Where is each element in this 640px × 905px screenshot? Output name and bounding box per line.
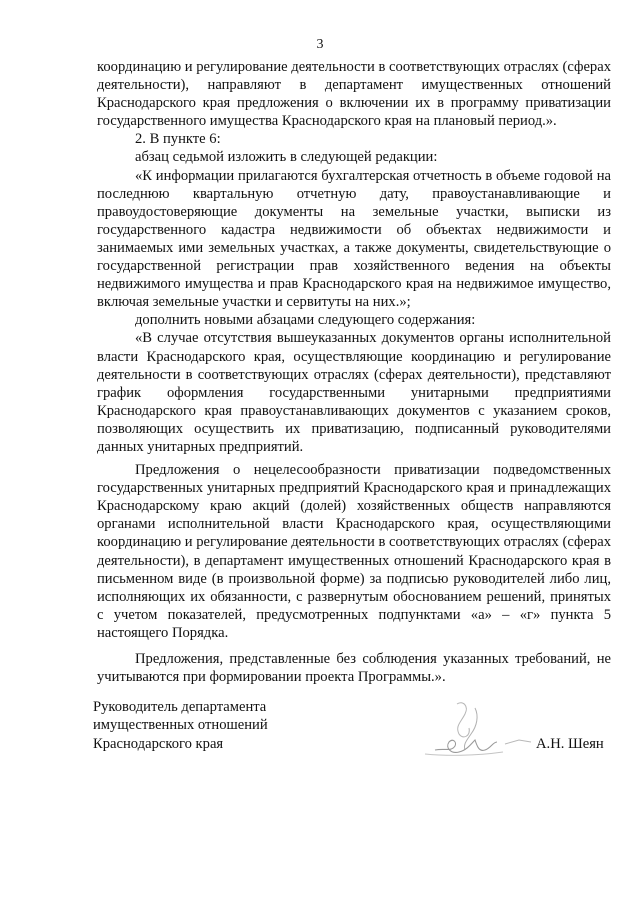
paragraph-edit-instruction: абзац седьмой изложить в следующей редакции: [135, 149, 438, 166]
signatory-title-line: Руководитель департамента [93, 699, 267, 715]
document-body [97, 58, 611, 686]
paragraph-requirements: Предложения, представленные без соблюдения указанных требований, не учитываются при формировании проекта Программы.». [97, 651, 611, 686]
signatory-name: А.Н. Шеян [536, 736, 604, 752]
signatory-title-line: имущественных отношений [93, 717, 268, 734]
paragraph-add-instruction: дополнить новыми абзацами следующего содержания: [135, 312, 476, 329]
page-number: 3 [316, 37, 324, 52]
paragraph-missing-documents: «В случае отсутствия вышеуказанных документов органы исполнительной власти Краснодарского края, осуществляющие координацию и регулирование деятельности в соответствующих отраслях (сферах деятельности), представляют график оформления государственными унитарными предприятиями Краснодарского края правоустанавливающих документов с указанием сроков, позволяющих осуществить их приватизацию, подписанный руководителями данных унитарных предприятий. [97, 330, 611, 455]
paragraph-new-wording: «К информации прилагаются бухгалтерская отчетность в объеме годовой на последнюю квартальную отчетную дату, правоустанавливающие и правоудостоверяющие документы на земельные участки, выписки из государственного кадастра недвижимости об объектах недвижимости и занимаемых ими земельных участках, а также документы, свидетельствующие о государственной регистрации прав хозяйственного ведения на объекты недвижимого имущества и прав Краснодарского края на недвижимое имущество, включая земельные участки и сервитуты на них.»; [97, 167, 611, 311]
signatory-title [93, 698, 393, 753]
paragraph-item-2: 2. В пункте 6: [135, 131, 221, 148]
handwritten-signature [405, 690, 535, 770]
paragraph-continuation: координацию и регулирование деятельности в соответствующих отраслях (сферах деятельности), направляют в департамент имущественных отношений Краснодарского края предложения о включении их в программу приватизации государственного имущества Краснодарского края на плановый период.». [97, 59, 611, 130]
paragraph-inexpediency-proposals: Предложения о нецелесообразности приватизации подведомственных государственных унитарных предприятий Краснодарского края и принадлежащих Краснодарскому краю акций (долей) хозяйственных обществ направляются органами исполнительной власти Краснодарского края, осуществляющими координацию и регулирование деятельности в соответствующих отраслях (сферах деятельности), в департамент имущественных отношений Краснодарского края в письменном виде (в произвольной форме) за подписью руководителей либо лиц, исполняющих их обязанности, с развернутым обоснованием решений, принятых с учетом показателей, предусмотренных подпунктами «а» – «г» пункта 5 настоящего Порядка. [97, 462, 611, 641]
signatory-title-line: Краснодарского края [93, 735, 224, 752]
